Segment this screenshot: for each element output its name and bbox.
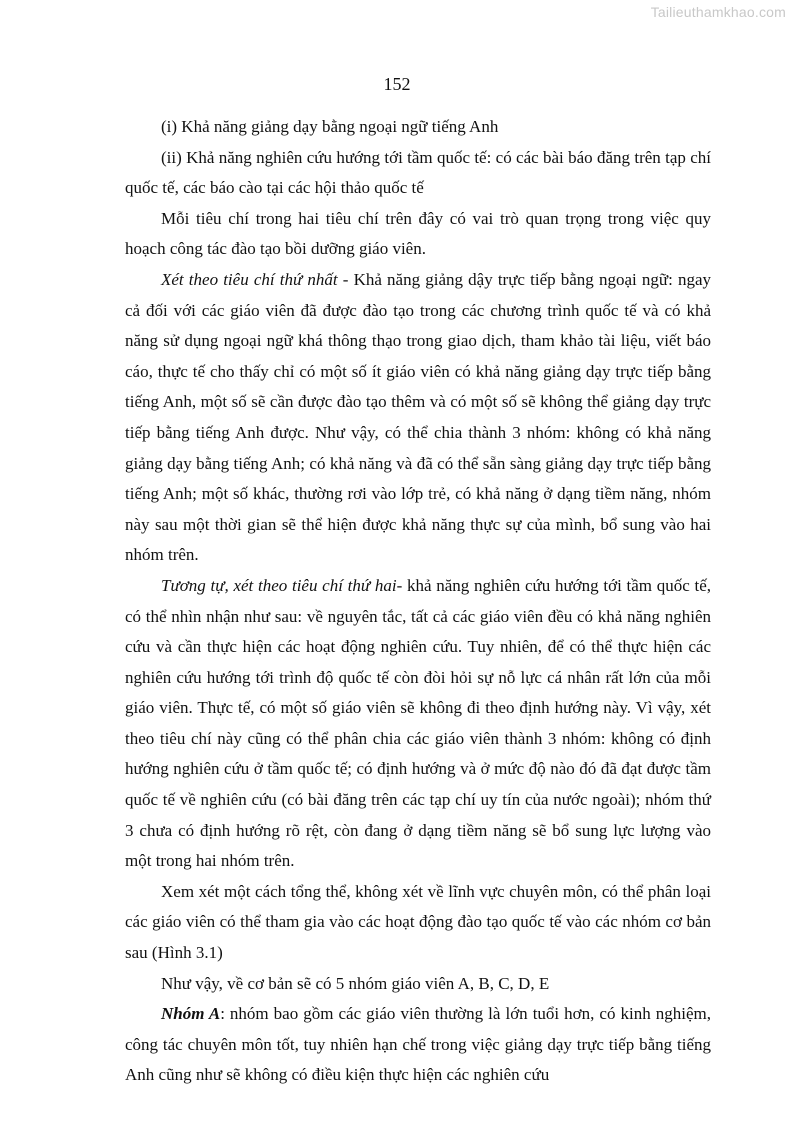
paragraph-lead: Nhóm A <box>161 1004 221 1024</box>
paragraph-text: (i) Khả năng giảng dạy bằng ngoại ngữ tiếng Anh <box>161 117 499 136</box>
paragraph-criterion-2 <box>125 143 711 204</box>
paragraph-lead: Tương tự, xét theo tiêu chí thứ hai <box>161 575 397 595</box>
watermark: Tailieuthamkhao.com <box>650 4 786 20</box>
paragraph-lead: Xét theo tiêu chí thứ nhất <box>161 269 338 289</box>
paragraph-five-groups <box>125 969 711 1000</box>
document-body <box>125 112 711 1091</box>
paragraph-text: Như vậy, về cơ bản sẽ có 5 nhóm giáo viên A, B, C, D, E <box>161 973 550 993</box>
paragraph-text: Mỗi tiêu chí trong hai tiêu chí trên đây có vai trò quan trọng trong việc quy hoạch công tác đào tạo bồi dưỡng giáo viên. <box>125 208 711 259</box>
paragraph-second-criterion <box>125 571 711 877</box>
paragraph-text: : nhóm bao gồm các giáo viên thường là lớn tuổi hơn, có kinh nghiệm, công tác chuyên môn tốt, tuy nhiên hạn chế trong việc giảng dạy trực tiếp bằng tiếng Anh cũng như sẽ không có điều kiện thực hiện các nghiên cứu <box>125 1004 711 1085</box>
paragraph-first-criterion <box>125 265 711 571</box>
paragraph-text: - khả năng nghiên cứu hướng tới tầm quốc tế, có thể nhìn nhận như sau: về nguyên tắc, tất cả các giáo viên đều có khả năng nghiên cứu và cần thực hiện các hoạt động nghiên cứu. Tuy nhiên, để có thể thực hiện các nghiên cứu hướng tới trình độ quốc tế còn đòi hỏi sự nỗ lực cá nhân rất lớn của mỗi giáo viên. Thực tế, có một số giáo viên sẽ không đi theo định hướng này. Vì vậy, xét theo tiêu chí này cũng có thể phân chia các giáo viên thành 3 nhóm: không có định hướng nghiên cứu ở tầm quốc tế; có định hướng và ở mức độ nào đó đã đạt được tầm quốc tế về nghiên cứu (có bài đăng trên các tạp chí uy tín của nước ngoài); nhóm thứ 3 chưa có định hướng rõ rệt, còn đang ở dạng tiềm năng sẽ bổ sung lực lượng vào một trong hai nhóm trên. <box>125 575 712 871</box>
paragraph-text: (ii) Khả năng nghiên cứu hướng tới tầm quốc tế: có các bài báo đăng trên tạp chí quốc tế, các báo cào tại các hội thảo quốc tế <box>125 147 711 198</box>
paragraph-overview <box>125 877 711 969</box>
paragraph-group-a <box>125 999 711 1091</box>
page-number: 152 <box>383 74 411 94</box>
paragraph-criterion-1 <box>125 112 711 143</box>
paragraph-text: - Khả năng giảng dậy trực tiếp bằng ngoại ngữ: ngay cả đối với các giáo viên đã được đào tạo trong các chương trình quốc tế và có khả năng sử dụng ngoại ngữ khá thông thạo trong giao dịch, tham khảo tài liệu, viết báo cáo, thực tế cho thấy chỉ có một số ít giáo viên có khả năng giảng dạy trực tiếp bằng tiếng Anh, một số sẽ cần được đào tạo thêm và có một số sẽ không thể giảng dạy trực tiếp bằng tiếng Anh được. Như vậy, có thể chia thành 3 nhóm: không có khả năng giảng dạy bằng tiếng Anh; có khả năng và đã có thể sẵn sàng giảng dạy trực tiếp bằng tiếng Anh; một số khác, thường rơi vào lớp trẻ, có khả năng ở dạng tiềm năng, nhóm này sau một thời gian sẽ thể hiện được khả năng thực sự của mình, bổ sung vào hai nhóm trên. <box>125 269 711 565</box>
paragraph-text: Xem xét một cách tổng thể, không xét về lĩnh vực chuyên môn, có thể phân loại các giáo viên có thể tham gia vào các hoạt động đào tạo quốc tế vào các nhóm cơ bản sau (Hình 3.1) <box>125 881 711 963</box>
paragraph-criteria-importance <box>125 204 711 265</box>
